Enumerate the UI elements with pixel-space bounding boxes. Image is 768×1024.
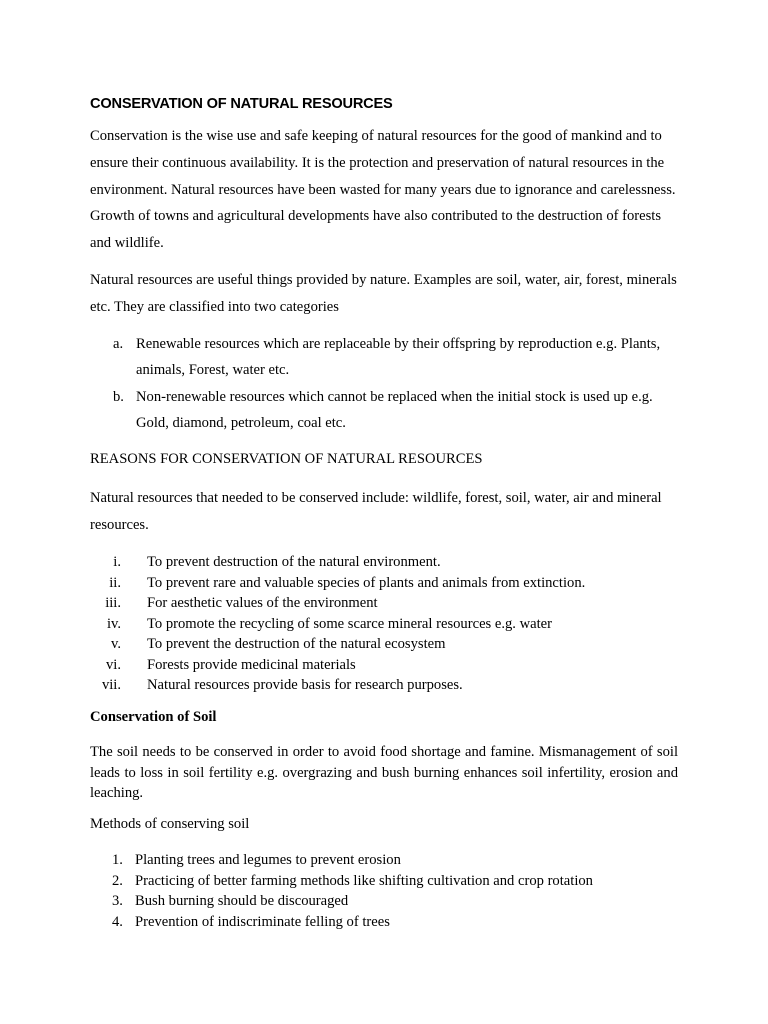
list-item-text: To promote the recycling of some scarce mineral resources e.g. water — [147, 615, 552, 632]
list-item — [90, 384, 678, 437]
list-item — [90, 614, 678, 635]
list-marker: 4. — [112, 913, 123, 930]
list-item — [90, 331, 678, 384]
list-marker: v. — [111, 636, 121, 652]
intro-paragraph: Conservation is the wise use and safe keeping of natural resources for the good of mankind and to ensure their continuous availability. It is the protection and preservation of natural resources in the environment. Natural resources have been wasted for many years due to ignorance and carelessness. Growth of towns and agricultural developments have also contributed to the destruction of forests and wildlife. — [90, 128, 676, 252]
list-item-text: To prevent the destruction of the natural ecosystem — [147, 636, 446, 652]
list-item-text: Natural resources provide basis for research purposes. — [147, 677, 463, 693]
list-item-text: To prevent rare and valuable species of plants and animals from extinction. — [147, 574, 586, 591]
list-item-text: Forests provide medicinal materials — [147, 656, 356, 673]
list-marker: ii. — [109, 574, 121, 591]
list-item-text: Renewable resources which are replaceable by their offspring by reproduction e.g. Plants, animals, Forest, water etc. — [136, 336, 661, 379]
list-marker: iii. — [105, 595, 121, 611]
list-item — [90, 593, 678, 614]
list-marker: 1. — [112, 852, 123, 868]
resources-paragraph: Natural resources are useful things provided by nature. Examples are soil, water, air, forest, minerals etc. They are classified into two categories — [90, 272, 677, 315]
list-item-text: Practicing of better farming methods like shifting cultivation and crop rotation — [135, 872, 593, 889]
soil-methods-list — [90, 850, 678, 932]
list-marker: b. — [113, 388, 124, 405]
list-item-text: To prevent destruction of the natural environment. — [147, 554, 441, 570]
list-marker: 3. — [112, 893, 123, 909]
list-item — [90, 655, 678, 676]
list-marker: vii. — [101, 677, 121, 693]
list-marker: 2. — [112, 872, 123, 889]
reasons-list — [90, 552, 678, 696]
list-item-text: Planting trees and legumes to prevent erosion — [135, 852, 401, 868]
soil-paragraph: The soil needs to be conserved in order to avoid food shortage and famine. Mismanagement of soil leads to loss in soil fertility e.g. overgrazing and bush burning enhances soil infertility, erosion and leaching. — [90, 744, 678, 801]
list-marker: vi. — [106, 656, 121, 673]
list-item — [90, 552, 678, 573]
list-item-text: Bush burning should be discouraged — [135, 893, 349, 909]
list-item — [90, 634, 678, 655]
list-item-text: Prevention of indiscriminate felling of trees — [135, 913, 390, 930]
list-item — [90, 850, 678, 871]
list-item — [90, 912, 678, 933]
categories-list — [90, 331, 678, 437]
list-marker: a. — [113, 336, 124, 352]
list-item — [90, 891, 678, 912]
soil-methods-heading: Methods of conserving soil — [90, 816, 250, 832]
reasons-heading: REASONS FOR CONSERVATION OF NATURAL RESOURCES — [90, 451, 483, 467]
list-item — [90, 675, 678, 696]
document-title: CONSERVATION OF NATURAL RESOURCES — [90, 96, 393, 112]
list-item — [90, 573, 678, 594]
list-item-text: Non-renewable resources which cannot be replaced when the initial stock is used up e.g. Gold, diamond, petroleum, coal etc. — [136, 388, 653, 432]
list-marker: i. — [113, 554, 121, 570]
list-item — [90, 871, 678, 892]
reasons-paragraph: Natural resources that needed to be conserved include: wildlife, forest, soil, water, air and mineral resources. — [90, 490, 662, 533]
list-marker: iv. — [106, 615, 121, 632]
soil-heading: Conservation of Soil — [90, 709, 217, 725]
list-item-text: For aesthetic values of the environment — [147, 595, 378, 611]
